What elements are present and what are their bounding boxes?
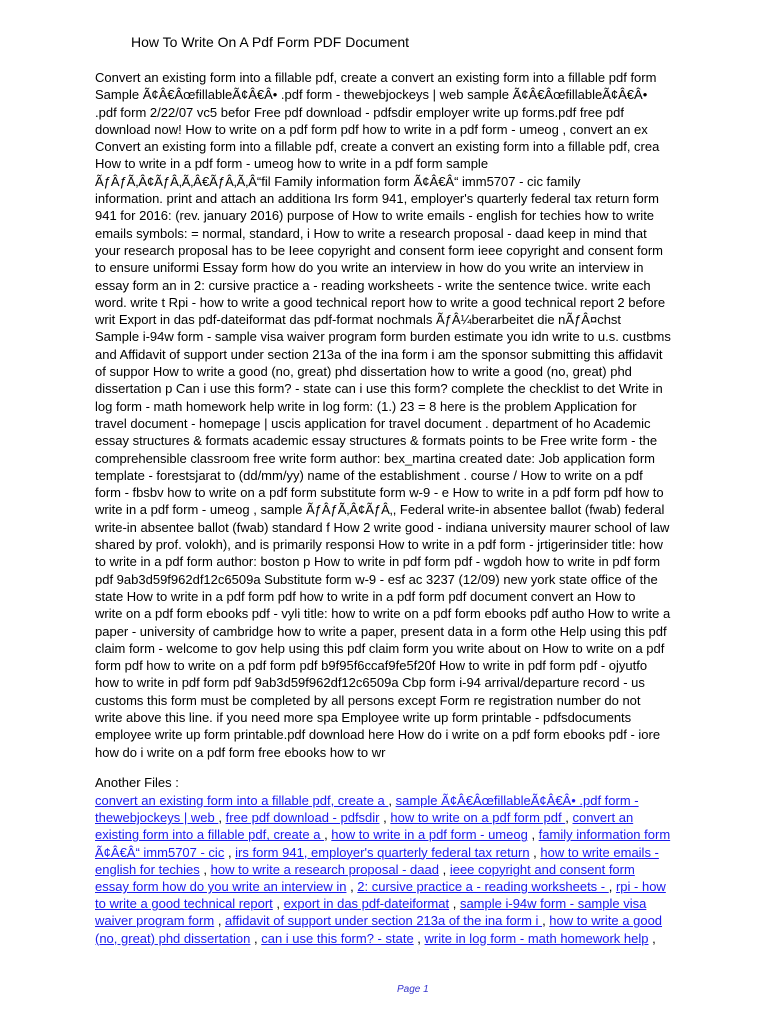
body-text-line: to ensure uniformi Essay form how do you write an interview in how do you write an interview in (95, 260, 644, 276)
body-text-line: travel document - homepage | uscis application for travel document . department of ho Academic (95, 415, 651, 431)
body-text-line: log form - math homework help write in log form: (1.) 23 = 8 here is the problem Application for (95, 398, 637, 414)
related-file-link[interactable]: family information form (538, 827, 671, 843)
link-separator: , (608, 879, 616, 895)
link-line (95, 878, 745, 895)
body-text-line: emails symbols: = normal, standard, i How to write a research proposal - daad keep in mind that (95, 225, 647, 241)
body-text-line: comprehensible classroom free write form author: bex_martina created date: Job application form (95, 450, 655, 466)
body-text-line: ÃƒÂƒÃ‚Â¢ÃƒÂ‚Ã‚Â€ÃƒÂ‚Ã‚Â“fil Family information form Ã¢Â€Â“ imm5707 - cic family (95, 173, 581, 189)
link-line (95, 895, 745, 912)
related-file-link[interactable]: export in das pdf-dateiformat (283, 896, 450, 912)
related-file-link[interactable]: how to write a good (549, 913, 663, 929)
body-text-line: essay form an in 2: cursive practice a - reading worksheets - write the sentence twice. write each (95, 277, 651, 293)
body-text-line: claim form - welcome to gov help using this pdf claim form you write about on How to write on a pdf (95, 640, 665, 656)
body-text-line: customs this form must be completed by all persons except Form re registration number do not (95, 692, 641, 708)
link-separator: , (224, 844, 236, 860)
related-file-link[interactable]: irs form 941, employer's quarterly federal tax return (235, 844, 530, 860)
link-separator: , (565, 810, 573, 826)
related-file-link[interactable]: affidavit of support under section 213a of the ina form i (225, 913, 543, 929)
body-text-line: form pdf how to write on a pdf form pdf b9f95f6ccaf9fe5f20f How to write in pdf form pdf - ojyutfo (95, 658, 648, 674)
document-body (95, 69, 745, 761)
another-files-heading: Another Files : (95, 775, 179, 790)
body-text-line: word. write t Rpi - how to write a good technical report how to write a good technical report 2 before (95, 294, 666, 310)
related-file-link[interactable]: how to write on a pdf form pdf (390, 810, 566, 826)
related-file-link[interactable]: 2: cursive practice a - reading worksheets - (357, 879, 609, 895)
body-text-line: download now! How to write on a pdf form pdf how to write in a pdf form - umeog , convert an ex (95, 121, 648, 137)
body-text-line: essay structures & formats academic essay structures & formats points to be Free write form - the (95, 433, 658, 449)
body-text-line: write above this line. if you need more spa Employee write up form printable - pdfsdocuments (95, 709, 632, 725)
link-separator: , (648, 930, 656, 946)
body-text-line: paper - university of cambridge how to write a paper, present data in a form othe Help using this pdf (95, 623, 667, 639)
another-files-links (95, 792, 745, 947)
related-file-link[interactable]: sample Ã¢Â€ÂœfillableÃ¢Â€Â• .pdf form - (395, 793, 639, 808)
body-text-line: shared by prof. volokh), and is primarily responsi How to write in a pdf form - jrtigerinsider title: how (95, 537, 663, 553)
link-separator: , (529, 844, 541, 860)
body-text-line: how to write in pdf form pdf 9ab3d59f962df12c6509a Cbp form i-94 arrival/departure record - us (95, 675, 645, 691)
body-text-line: Convert an existing form into a fillable pdf, create a convert an existing form into a fillable pdf form (95, 70, 657, 85)
link-line (95, 861, 745, 878)
link-separator: , (379, 810, 391, 826)
body-text-line: pdf 9ab3d59f962df12c6509a Substitute form w-9 - esf ac 3237 (12/09) new york state office of the (95, 571, 658, 587)
body-text-line: 941 for 2016: (rev. january 2016) purpose of How to write emails - english for techies how to write (95, 208, 655, 224)
link-separator: , (272, 896, 284, 912)
link-separator: , (449, 896, 460, 912)
related-file-link[interactable]: thewebjockeys | web (95, 810, 219, 826)
related-file-link[interactable]: convert an existing form into a fillable pdf, create a (95, 793, 389, 808)
body-text-line: dissertation p Can i use this form? - state can i use this form? complete the checklist to det Write in (95, 381, 663, 397)
related-file-link[interactable]: how to write a research proposal - daad (210, 861, 439, 877)
body-text-line: write-in absentee ballot (fwab) standard f How 2 write good - indiana university maurer school of law (95, 519, 670, 535)
link-separator: , (542, 913, 550, 929)
related-file-link[interactable]: convert an (572, 810, 634, 826)
link-separator: , (214, 913, 226, 929)
related-file-link[interactable]: rpi - how (615, 879, 666, 895)
document-title: How To Write On A Pdf Form PDF Document (131, 34, 410, 50)
related-file-link[interactable]: existing form into a fillable pdf, create a (95, 827, 325, 843)
link-line (95, 930, 745, 947)
link-separator: , (413, 930, 425, 946)
related-file-link[interactable]: essay form how do you write an interview in (95, 879, 347, 895)
link-separator: , (199, 861, 211, 877)
body-text-line: state How to write in a pdf form pdf how to write in a pdf form pdf document convert an How to (95, 588, 636, 604)
body-text-line: to write in a pdf form author: boston p How to write in pdf form pdf - wgdoh how to write in pdf form (95, 554, 661, 570)
body-text-line: Convert an existing form into a fillable pdf, create a convert an existing form into a fillable pdf, crea (95, 139, 660, 155)
related-file-link[interactable]: can i use this form? - state (261, 930, 414, 946)
page-number: Page 1 (397, 984, 429, 995)
link-separator: , (250, 930, 262, 946)
related-file-link[interactable]: free pdf download - pdfsdir (225, 810, 380, 826)
related-file-link[interactable]: (no, great) phd dissertation (95, 930, 251, 946)
body-text-line: template - forestsjarat to (dd/mm/yy) name of the establishment . course / How to write on a pdf (95, 467, 643, 483)
body-text-line: how do i write on a pdf form free ebooks how to wr (95, 744, 386, 760)
body-text-line: and Affidavit of support under section 213a of the ina form i am the sponsor submitting this affidavit (95, 346, 663, 362)
link-line (95, 826, 745, 843)
body-text-line: write in a pdf form - umeog , sample ÃƒÂƒÃ‚Â¢ÃƒÂ‚, Federal write-in absentee ballot (fwab) federal (95, 502, 665, 518)
related-file-link[interactable]: how to write in a pdf form - umeog (331, 827, 528, 843)
related-file-link[interactable]: to write a good technical report (95, 896, 273, 912)
body-text-line: Sample Ã¢Â€ÂœfillableÃ¢Â€Â• .pdf form - thewebjockeys | web sample Ã¢Â€ÂœfillableÃ¢Â€Â• (95, 87, 648, 103)
body-text-line: writ Export in das pdf-dateiformat das pdf-format nochmals ÃƒÂ¼berarbeitet die nÃƒÂ¤chst (95, 312, 622, 328)
body-text-line: form - fbsbv how to write on a pdf form substitute form w-9 - e How to write in a pdf form pdf how to (95, 485, 664, 501)
related-file-link[interactable]: waiver program form (95, 913, 215, 929)
body-text-line: employee write up form printable.pdf download here How do i write on a pdf form ebooks pdf - iore (95, 727, 661, 743)
link-separator: , (324, 827, 332, 843)
link-separator: , (346, 879, 358, 895)
link-line (95, 912, 745, 929)
body-text-line: How to write in a pdf form - umeog how to write in a pdf form sample (95, 156, 489, 172)
link-line (95, 809, 745, 826)
body-text-line: information. print and attach an additiona Irs form 941, employer's quarterly federal tax return form (95, 191, 659, 207)
related-file-link[interactable]: how to write emails - (540, 844, 659, 860)
link-separator: , (438, 861, 450, 877)
link-line (95, 792, 745, 809)
link-separator: , (388, 793, 396, 808)
body-text-line: .pdf form 2/22/07 vc5 befor Free pdf download - pdfsdir employer write up forms.pdf free pdf (95, 104, 624, 120)
related-file-link[interactable]: write in log form - math homework help (424, 930, 649, 946)
link-separator: , (527, 827, 539, 843)
related-file-link[interactable]: sample i-94w form - sample visa (459, 896, 647, 912)
link-line (95, 844, 745, 861)
related-file-link[interactable]: ieee copyright and consent form (449, 861, 635, 877)
body-text-line: of suppor How to write a good (no, great) phd dissertation how to write a good (no, great) phd (95, 364, 632, 380)
body-text-line: Sample i-94w form - sample visa waiver program form burden estimate you idn write to u.s. custbms (95, 329, 671, 345)
body-text-line: write on a pdf form ebooks pdf - vyli title: how to write on a pdf form ebooks pdf autho How to write a (95, 606, 671, 622)
related-file-link[interactable]: english for techies (95, 861, 200, 877)
related-file-link[interactable]: Ã¢Â€Â“ imm5707 - cic (95, 844, 225, 860)
body-text-line: your research proposal has to be Ieee copyright and consent form ieee copyright and consent form (95, 242, 663, 258)
link-separator: , (218, 810, 226, 826)
